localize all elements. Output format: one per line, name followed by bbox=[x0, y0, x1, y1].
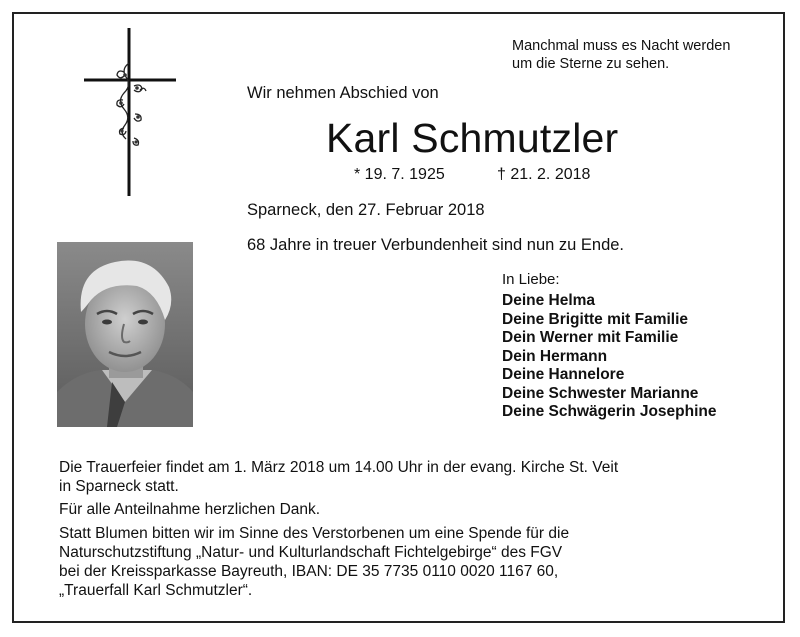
family-member: Dein Hermann bbox=[502, 347, 608, 365]
in-love-label: In Liebe: bbox=[502, 271, 560, 288]
family-member: Deine Brigitte mit Familie bbox=[502, 310, 689, 328]
family-member: Deine Schwester Marianne bbox=[502, 384, 699, 402]
family-member: Deine Hannelore bbox=[502, 366, 625, 383]
family-member: Dein Werner mit Familie bbox=[502, 329, 679, 346]
donation-info: Statt Blumen bitten wir im Sinne des Verstorbenen um eine Spende für die Naturschutzstiftung „Natur- und Kulturlandschaft Fichtelgebirge“ des FGV bei der Kreissparkasse Bayreuth, IBAN: DE 35 7735 0110 0020 1167 60, „Trauerfall Karl Schmutzler“. bbox=[59, 525, 570, 599]
birth-date: * 19. 7. 1925 bbox=[354, 166, 445, 183]
obituary-notice bbox=[12, 12, 785, 623]
family-member: Deine Schwägerin Josephine bbox=[502, 403, 717, 420]
family-list bbox=[502, 292, 716, 422]
family-member: Deine Helma bbox=[502, 292, 596, 309]
funeral-info: Die Trauerfeier findet am 1. März 2018 um 14.00 Uhr in der evang. Kirche St. Veit in Sparneck statt. bbox=[59, 459, 619, 495]
intro-text: Wir nehmen Abschied von bbox=[247, 84, 439, 102]
quote-text: Manchmal muss es Nacht werden um die Sterne zu sehen. bbox=[512, 38, 731, 72]
portrait-photo bbox=[57, 242, 193, 427]
marriage-line: 68 Jahre in treuer Verbundenheit sind nun zu Ende. bbox=[247, 236, 625, 254]
death-date: † 21. 2. 2018 bbox=[497, 166, 591, 183]
place-date: Sparneck, den 27. Februar 2018 bbox=[247, 201, 485, 219]
cross-icon bbox=[84, 28, 184, 198]
thanks-text: Für alle Anteilnahme herzlichen Dank. bbox=[59, 501, 321, 518]
deceased-name: Karl Schmutzler bbox=[326, 115, 619, 161]
